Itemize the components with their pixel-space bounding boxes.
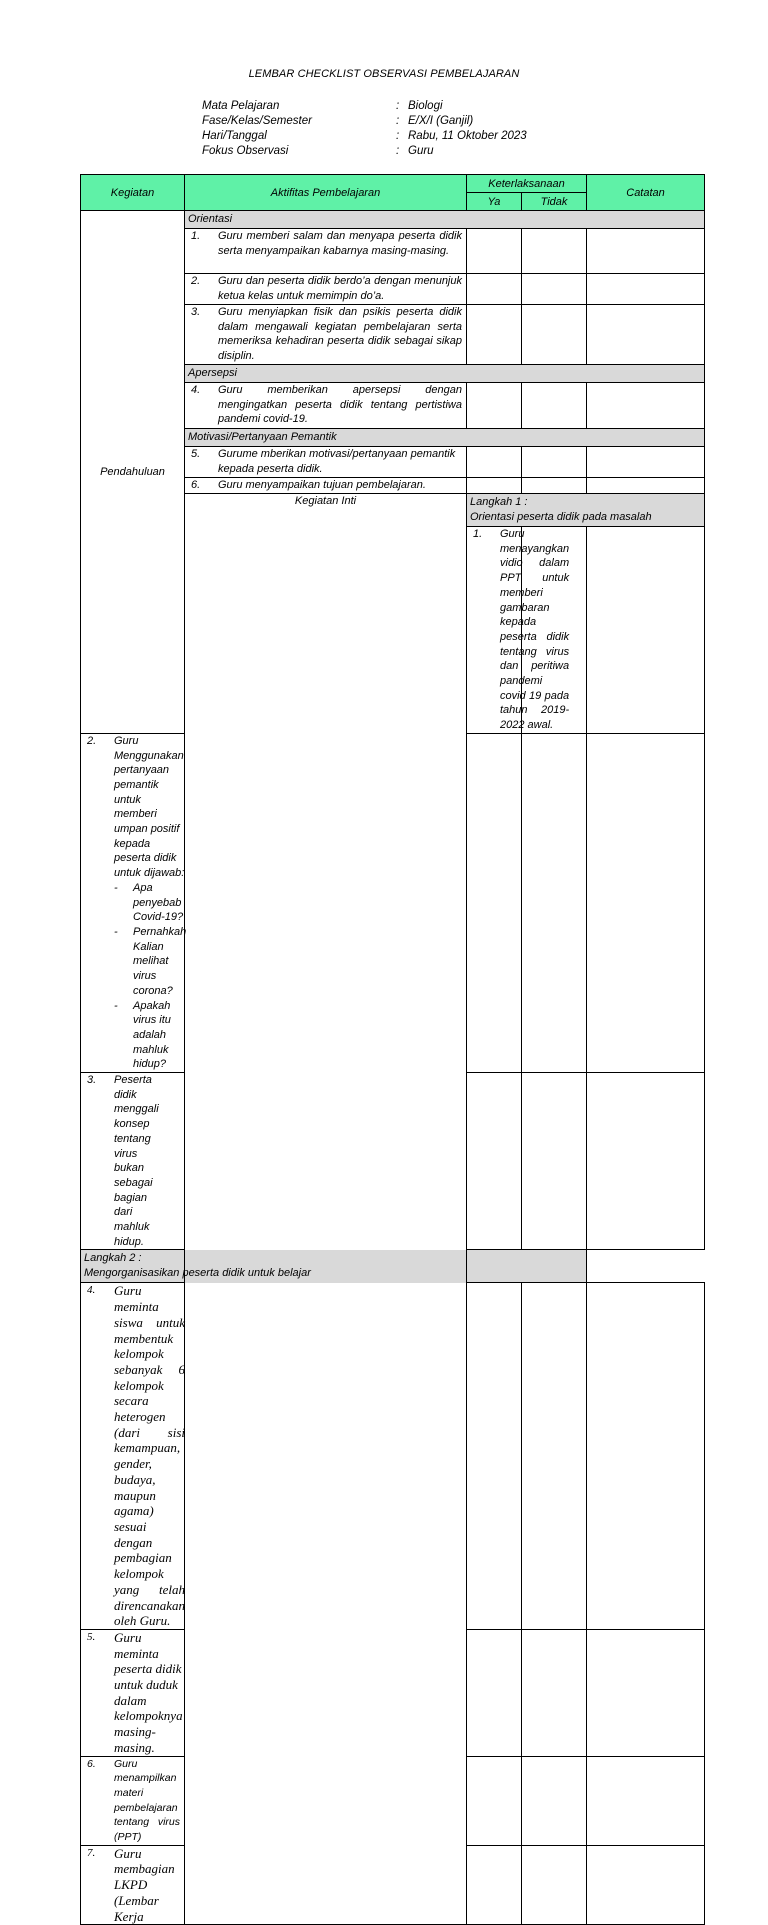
header-tidak: Tidak [522,193,587,211]
catatan-cell[interactable] [587,1756,705,1845]
info-separator: : [396,130,400,142]
dash-bullet: - [114,881,118,894]
item-number: 5. [87,1630,96,1643]
info-separator: : [396,115,400,127]
catatan-cell[interactable] [587,305,705,365]
section-langkah-2 [81,1250,587,1283]
dash-bullet: - [114,999,118,1012]
dash-bullet: - [114,925,118,938]
catatan-cell[interactable] [587,383,705,429]
tidak-checkbox-cell[interactable] [522,1756,587,1845]
item-text: Guru menayangkan vidio dalam PPT untuk memberi gambaran kepada peserta didik tentang virus dan peritiwa pandemi covid 19 pada tahun 2019-2022 awal. [500,528,570,732]
observation-table [80,174,705,1925]
catatan-cell[interactable] [587,1073,705,1250]
header-keterlaksanaan: Keterlaksanaan [467,175,587,193]
header-kegiatan: Kegiatan [81,175,185,211]
item-text: Guru memberi salam dan menyapa peserta didik serta menyampaikan kabarnya masing-masing. [218,230,462,257]
item-number: 3. [87,1074,97,1087]
question-text: Apakah virus itu adalah mahluk hidup? [133,999,171,1071]
catatan-cell[interactable] [587,733,705,1072]
activity-cell [185,274,467,305]
item-text: Guru membagian LKPD (Lembar Kerja [114,1845,175,1924]
item-number: 4. [87,1284,96,1297]
activity-cell [185,305,467,365]
item-number: 7. [87,1846,96,1859]
activity-cell [467,527,570,734]
catatan-cell[interactable] [587,274,705,305]
question-item [114,999,186,1073]
info-separator: : [396,100,400,112]
activity-cell [185,229,467,274]
info-value: Guru [408,145,434,157]
tidak-checkbox-cell[interactable] [522,274,587,305]
ya-checkbox-cell[interactable] [467,478,522,494]
ya-checkbox-cell[interactable] [467,733,522,1072]
item-number: 4. [191,384,201,396]
tidak-checkbox-cell[interactable] [522,733,587,1072]
activity-cell [81,1283,185,1629]
section-row [81,211,705,229]
header-ya: Ya [467,193,522,211]
item-text: Guru menyampaikan tujuan pembelajaran. [218,479,426,491]
catatan-cell[interactable] [587,478,705,494]
ya-checkbox-cell[interactable] [467,1283,522,1629]
section-orientasi: Orientasi [185,211,705,229]
langkah-title: Mengorganisasikan peserta didik untuk belajar [84,1267,311,1280]
item-number: 6. [191,479,201,491]
catatan-cell[interactable] [587,229,705,274]
ya-checkbox-cell[interactable] [467,229,522,274]
activity-cell [185,383,467,429]
tidak-checkbox-cell[interactable] [522,1845,587,1925]
item-text: Guru memberikan apersepsi dengan mengingatkan peserta didik tentang pertistiwa pandemi covid-19. [218,384,462,426]
ya-checkbox-cell[interactable] [467,274,522,305]
item-text: Guru menyiapkan fisik dan psikis peserta didik dalam mengawali kegiatan pembelajaran serta memeriksa kehadiran peserta didik sebagai sikap disiplin. [218,306,462,363]
ya-checkbox-cell[interactable] [467,447,522,478]
ya-checkbox-cell[interactable] [467,1629,522,1756]
item-text: Guru meminta siswa untuk membentuk kelompok sebanyak 6 kelompok secara heterogen (dari sisi kemampuan, gender, budaya, maupun agama) sesuai dengan pembagian kelompok yang telah direncanakan oleh Guru. [114,1283,185,1629]
kegiatan-inti: Kegiatan Inti [185,494,467,1925]
catatan-cell[interactable] [587,1845,705,1925]
info-value: Biologi [408,100,443,112]
item-number: 5. [191,448,201,460]
activity-cell [185,478,467,494]
section-row [81,1250,705,1283]
ya-checkbox-cell[interactable] [467,1073,522,1250]
activity-cell [185,447,467,478]
document-title: LEMBAR CHECKLIST OBSERVASI PEMBELAJARAN [248,68,520,80]
activity-cell [81,733,185,1072]
item-text: Peserta didik menggali konsep tentang virus bukan sebagai bagian dari mahluk hidup. [114,1074,159,1248]
tidak-checkbox-cell[interactable] [522,305,587,365]
langkah-label: Langkah 1 : [470,496,528,508]
activity-cell [81,1845,185,1925]
header-aktifitas: Aktifitas Pembelajaran [185,175,467,211]
question-text: Pernahkah Kalian melihat virus corona? [133,925,187,997]
tidak-checkbox-cell[interactable] [522,447,587,478]
item-text: Guru menampilkan materi pembelajaran tentang virus (PPT) [114,1757,180,1844]
section-motivasi: Motivasi/Pertanyaan Pemantik [185,429,705,447]
item-number: 6. [87,1757,96,1770]
info-label: Mata Pelajaran [202,100,280,112]
catatan-cell[interactable] [587,1283,705,1629]
tidak-checkbox-cell[interactable] [587,527,705,734]
item-text: Gurume mberikan motivasi/pertanyaan pemantik kepada peserta didik. [218,448,456,475]
tidak-checkbox-cell[interactable] [522,1283,587,1629]
section-apersepsi: Apersepsi [185,365,705,383]
section-langkah-1 [467,494,705,527]
ya-checkbox-cell[interactable] [467,1845,522,1925]
langkah-label: Langkah 2 : [84,1252,142,1265]
tidak-checkbox-cell[interactable] [522,229,587,274]
kegiatan-pendahuluan: Pendahuluan [81,211,185,734]
activity-cell [81,1629,185,1756]
info-value: Rabu, 11 Oktober 2023 [408,130,527,142]
info-label: Hari/Tanggal [202,130,267,142]
catatan-cell[interactable] [587,1629,705,1756]
ya-checkbox-cell[interactable] [467,305,522,365]
item-number: 3. [191,306,201,318]
item-text: Guru dan peserta didik berdo’a dengan menunjuk ketua kelas untuk memimpin do’a. [218,275,462,302]
question-item [114,925,186,999]
info-label: Fokus Observasi [202,145,289,157]
tidak-checkbox-cell[interactable] [522,1629,587,1756]
activity-cell [81,1073,185,1250]
question-text: Apa penyebab Covid-19? [133,881,184,924]
langkah-title: Orientasi peserta didik pada masalah [470,511,652,523]
header-row [81,175,705,193]
item-text: Guru meminta peserta didik untuk duduk dalam kelompoknya masing-masing. [114,1629,183,1755]
item-number: 1. [191,230,201,242]
ya-checkbox-cell[interactable] [467,383,522,429]
tidak-checkbox-cell[interactable] [522,383,587,429]
item-number: 1. [473,528,483,540]
question-item [114,881,186,925]
item-content [114,734,222,1072]
tidak-checkbox-cell[interactable] [522,478,587,494]
ya-checkbox-cell[interactable] [467,1756,522,1845]
info-value: E/X/I (Ganjil) [408,115,474,127]
header-catatan: Catatan [587,175,705,211]
info-label: Fase/Kelas/Semester [202,115,312,127]
catatan-cell[interactable] [587,447,705,478]
tidak-checkbox-cell[interactable] [522,1073,587,1250]
activity-cell [81,1756,185,1845]
info-separator: : [396,145,400,157]
item-number: 2. [87,734,97,747]
item-text: Guru Menggunakan pertanyaan pemantik untuk memberi umpan positif kepada peserta didik untuk dijawab: [114,734,185,880]
item-number: 2. [191,275,201,287]
